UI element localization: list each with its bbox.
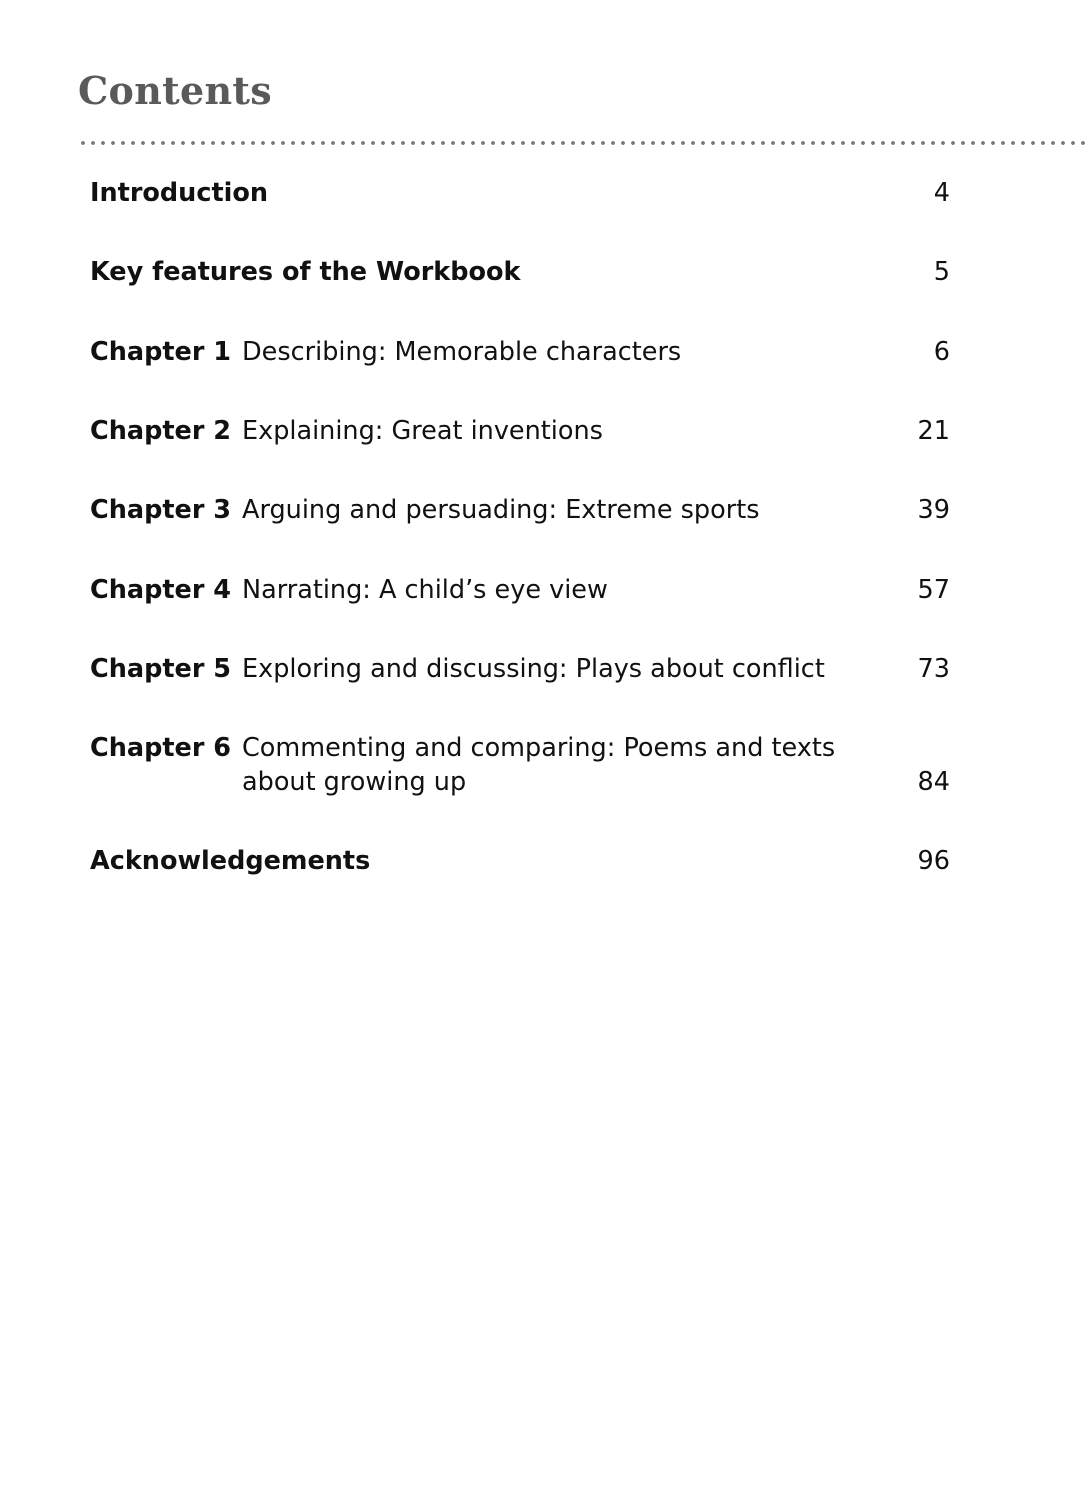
- chapter-title: Commenting and comparing: Poems and texts about growing up: [242, 733, 836, 797]
- entry-label: Key features of the Workbook: [90, 257, 521, 287]
- chapter-label: Chapter 1: [90, 337, 232, 367]
- chapter-label: Chapter 5: [90, 654, 232, 684]
- page-number: 4: [933, 178, 950, 208]
- chapter-title: Describing: Memorable characters: [242, 337, 682, 367]
- page-number: 39: [917, 495, 950, 525]
- page-number: 57: [917, 575, 950, 605]
- page-number: 6: [933, 337, 950, 367]
- chapter-label: Chapter 2: [90, 416, 232, 446]
- page-number: 96: [917, 846, 950, 876]
- page-number: 5: [933, 257, 950, 287]
- chapter-title: Narrating: A child’s eye view: [242, 575, 608, 605]
- chapter-title: Arguing and persuading: Extreme sports: [242, 495, 760, 525]
- dotted-divider: [78, 140, 1087, 146]
- page-title: Contents: [78, 68, 272, 113]
- entry-label: Introduction: [90, 178, 269, 208]
- chapter-label: Chapter 3: [90, 495, 232, 525]
- entry-label: Acknowledgements: [90, 846, 371, 876]
- chapter-label: Chapter 6: [90, 733, 232, 763]
- chapter-title: Exploring and discussing: Plays about conflict: [242, 654, 825, 684]
- chapter-title: Explaining: Great inventions: [242, 416, 603, 446]
- page-number: 73: [917, 654, 950, 684]
- chapter-label: Chapter 4: [90, 575, 232, 605]
- page-number: 21: [917, 416, 950, 446]
- page-number: 84: [917, 767, 950, 797]
